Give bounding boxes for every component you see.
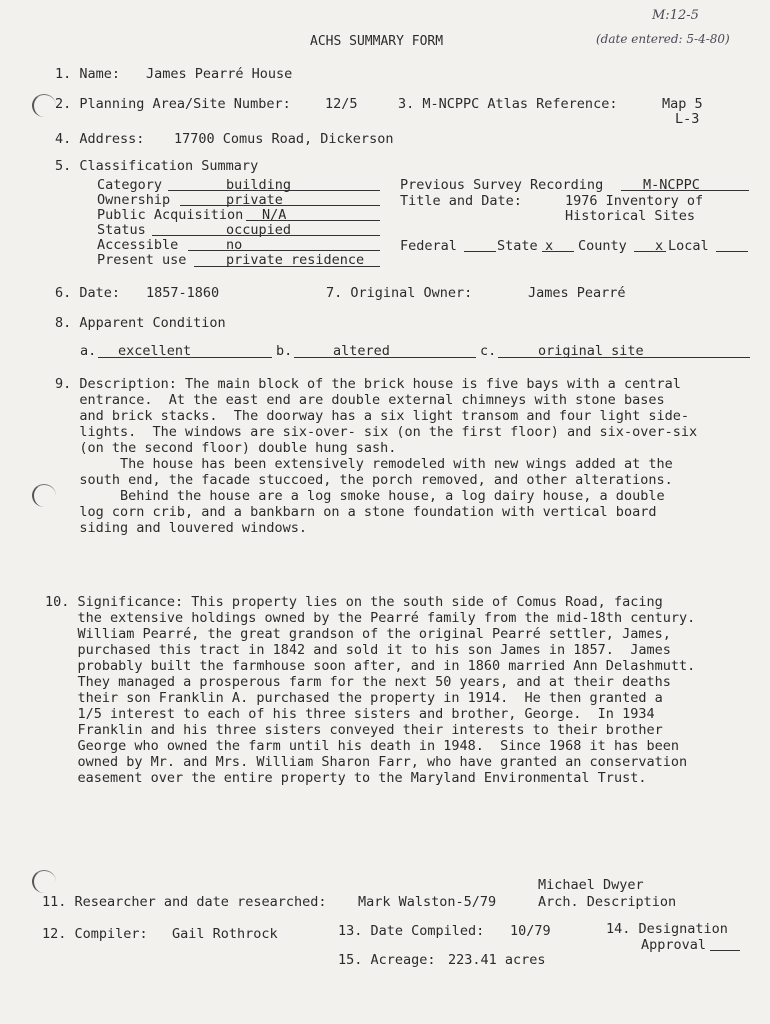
approval-label: Approval [641,937,707,953]
date-label: 6. Date: [55,285,121,301]
significance-line: George who owned the farm until his death in 1948. Since 1968 it has been [45,738,679,754]
accessible-value: no [226,237,243,253]
significance-line: They managed a prosperous farm for the next 50 years, and at their deaths [45,674,671,690]
planning-area-label: 2. Planning Area/Site Number: [55,96,291,112]
significance-line: easement over the entire property to the Maryland Environmental Trust. [45,770,647,786]
status-value: occupied [226,222,292,238]
classification-label: 5. Classification Summary [55,158,259,174]
name-value: James Pearré House [146,66,293,82]
significance-line: probably built the farmhouse soon after, and in 1860 married Ann Delashmutt. [45,658,696,674]
accessible-label: Accessible [97,237,179,253]
condition-c-value: original site [538,343,644,359]
date-compiled-label: 13. Date Compiled: [338,923,485,939]
arch-description: Arch. Description [538,894,677,910]
description-line: (on the second floor) double hung sash. [55,440,397,456]
significance-line: Franklin and his three sisters conveyed their interests to their brother [45,722,663,738]
state-label: State [497,238,538,254]
description-line: 9. Description: The main block of the brick house is five bays with a central [55,376,681,392]
acquisition-label: Public Acquisition [97,207,244,223]
county-mark: x [655,238,664,254]
researcher-value: Mark Walston-5/79 [358,894,497,910]
researcher-label: 11. Researcher and date researched: [42,894,327,910]
description-line: The house has been extensively remodeled with new wings added at the [55,456,673,472]
original-owner-label: 7. Original Owner: [326,285,473,301]
description-line: entrance. At the east end are double external chimneys with stone bases [55,392,665,408]
compiler-label: 12. Compiler: [42,926,148,942]
arch-name: Michael Dwyer [538,877,644,893]
designation-label: 14. Designation [606,921,728,937]
condition-label: 8. Apparent Condition [55,315,226,331]
present-use-label: Present use [97,252,187,268]
handwritten-file-number: M:12-5 [652,8,699,23]
punch-hole-bottom [32,870,56,893]
planning-area-value: 12/5 [325,96,358,112]
ownership-label: Ownership [97,192,171,208]
significance-line: 10. Significance: This property lies on the south side of Comus Road, facing [45,594,663,610]
status-label: Status [97,222,146,238]
significance-line: 1/5 interest to each of his three sisters and brother, George. In 1934 [45,706,655,722]
title-date-value-2: Historical Sites [565,208,696,224]
approval-line [710,950,740,951]
previous-survey-value: M-NCPPC [643,177,700,193]
state-mark: x [545,238,554,254]
handwritten-date-entered: (date entered: 5-4-80) [596,32,730,46]
description-line: log corn crib, and a bankbarn on a stone foundation with vertical board [55,504,657,520]
atlas-reference-label: 3. M-NCPPC Atlas Reference: [398,96,618,112]
compiler-value: Gail Rothrock [172,926,278,942]
ownership-value: private [226,192,283,208]
date-compiled-value: 10/79 [510,923,551,939]
description-line: south end, the facade stuccoed, the porch removed, and other alterations. [55,472,673,488]
condition-a-label: a. [80,343,97,359]
address-label: 4. Address: [55,131,145,147]
description-line: and brick stacks. The doorway has a six light transom and four light side- [55,408,689,424]
atlas-reference-grid: L-3 [675,111,700,127]
condition-b-value: altered [333,343,390,359]
description-line: Behind the house are a log smoke house, a log dairy house, a double [55,488,665,504]
significance-line: purchased this tract in 1842 and sold it to his son James in 1857. James [45,642,671,658]
atlas-reference-map: Map 5 [662,96,703,112]
address-value: 17700 Comus Road, Dickerson [174,131,394,147]
title-date-label: Title and Date: [400,193,522,209]
present-use-value: private residence [226,252,365,268]
date-value: 1857-1860 [146,285,220,301]
name-label: 1. Name: [55,66,121,82]
acquisition-value: N/A [262,207,287,223]
significance-line: owned by Mr. and Mrs. William Sharon Farr, who have granted an conservation [45,754,688,770]
acreage-value: 223.41 acres [448,952,546,968]
original-owner-value: James Pearré [528,285,626,301]
county-label: County [578,238,627,254]
significance-line: William Pearré, the great grandson of the original Pearré settler, James, [45,626,671,642]
description-line: lights. The windows are six-over- six (on the first floor) and six-over-six [55,424,698,440]
acreage-label: 15. Acreage: [338,952,436,968]
condition-b-label: b. [276,343,293,359]
significance-line: the extensive holdings owned by the Pearré family from the mid-18th century. [45,610,696,626]
significance-line: their son Franklin A. purchased the property in 1914. He then granted a [45,690,663,706]
punch-hole-middle [32,484,56,507]
previous-survey-label: Previous Survey Recording [400,177,604,193]
federal-label: Federal [400,238,457,254]
category-value: building [226,177,292,193]
local-label: Local [668,238,709,254]
form-title: ACHS SUMMARY FORM [310,34,444,49]
condition-a-value: excellent [118,343,192,359]
condition-c-label: c. [480,343,497,359]
description-line: siding and louvered windows. [55,520,307,536]
category-label: Category [97,177,163,193]
punch-hole-top [32,94,56,117]
title-date-value-1: 1976 Inventory of [565,193,704,209]
